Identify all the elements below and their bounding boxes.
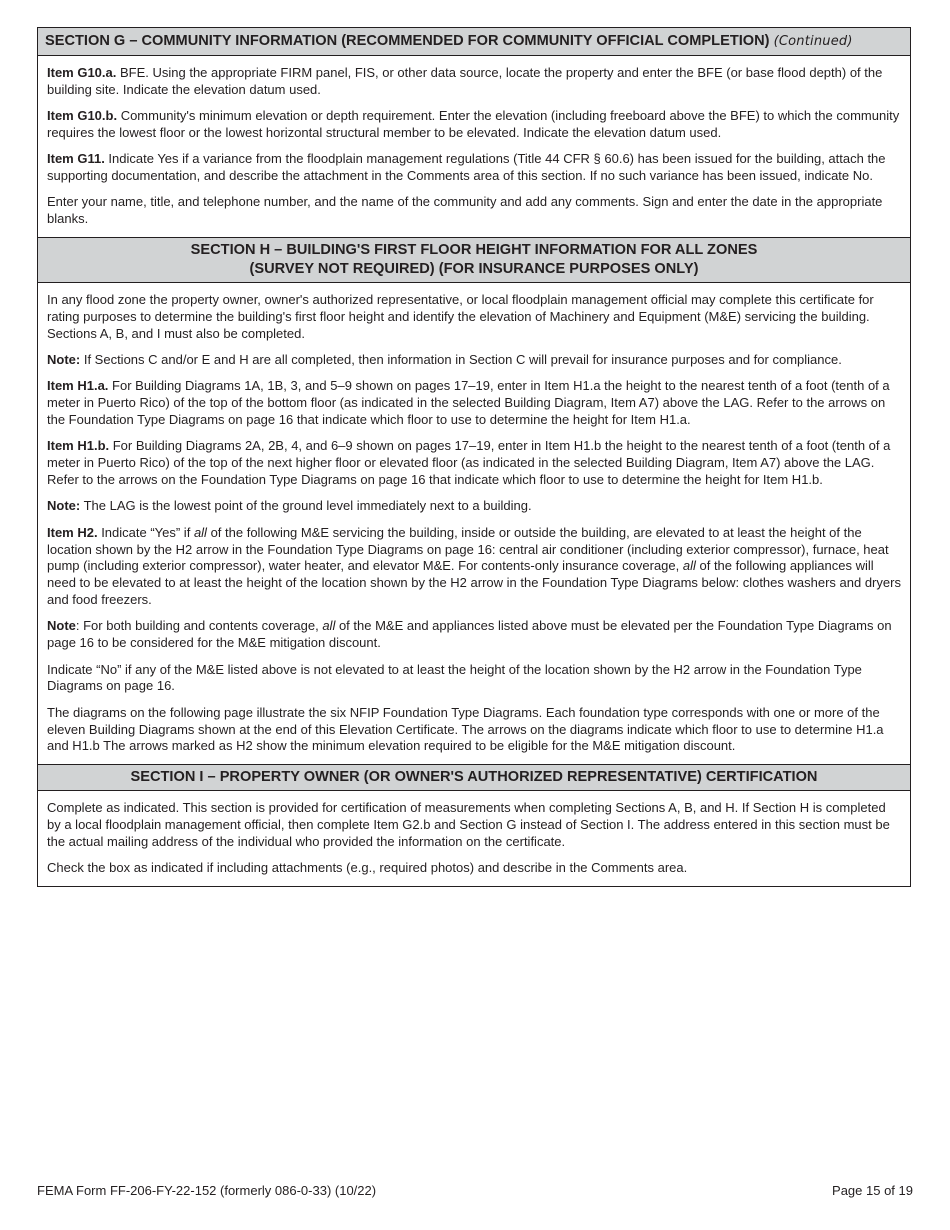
item-h1a-paragraph (47, 378, 902, 429)
emphasis-all: all (193, 524, 207, 540)
item-h1b-paragraph (47, 438, 902, 489)
item-g11-label: Item G11. (47, 151, 105, 167)
indicate-no-paragraph: Indicate “No” if any of the M&E listed above is not elevated to at least the height of the location shown by the H2 arrow in the Foundation Type Diagrams on page 16. (47, 661, 862, 694)
section-h-title-line1: SECTION H – BUILDING'S FIRST FLOOR HEIGHT INFORMATION FOR ALL ZONES (190, 242, 758, 259)
item-g10a-paragraph (47, 65, 902, 99)
note-label: Note: (47, 352, 81, 368)
section-i-paragraph-2: Check the box as indicated if including attachments (e.g., required photos) and describe in the Comments area. (47, 860, 688, 876)
section-i-title: SECTION I – PROPERTY OWNER (OR OWNER'S AUTHORIZED REPRESENTATIVE) CERTIFICATION (130, 769, 818, 786)
item-g11-text: Indicate Yes if a variance from the floodplain management regulations (Title 44 CFR § 60.6) has been issued for the building, attach the supporting documentation, and describe the attachment in the Comments area of this section. If no such variance has been issued, indicate No. (47, 151, 886, 184)
item-g10b-label: Item G10.b. (47, 108, 118, 124)
item-h2-text: of the following M&E servicing the building, inside or outside the building, are elevated to at least the height of the location shown by the H2 arrow in the Foundation Type Diagrams on page 16: central air conditioner (including exterior compressor), furnace, heat pump (including exterior compressor), water heater, and elevator M&E. For contents-only insurance coverage, (47, 524, 889, 574)
item-g10a-text: BFE. Using the appropriate FIRM panel, FIS, or other data source, locate the property and enter the BFE (or base flood depth) of the building site. Indicate the elevation datum used. (47, 65, 883, 97)
item-h1b-text: For Building Diagrams 2A, 2B, 4, and 6–9 shown on pages 17–19, enter in Item H1.b the height to the nearest tenth of a foot (tenth of a meter in Puerto Rico) of the top of the next higher floor or elevated floor (as indicated in the selected Building Diagram, Item A7) above the LAG. Refer to the arrows on the Foundation Type Diagrams on page 16 that indicate which floor to use to determine the height for Item H1.b. (47, 438, 891, 488)
item-h1b-label: Item H1.b. (47, 438, 110, 454)
section-i-body (38, 791, 910, 886)
section-h-header (38, 238, 910, 283)
section-g-body (38, 56, 910, 238)
section-h-title-line2: (SURVEY NOT REQUIRED) (FOR INSURANCE PURPOSES ONLY) (249, 261, 699, 278)
note-text: If Sections C and/or E and H are all completed, then information in Section C will prevail for insurance purposes and for compliance. (80, 352, 842, 368)
emphasis-all: all (682, 558, 696, 574)
section-g-continued: (Continued) (773, 34, 853, 49)
section-i-paragraph-1: Complete as indicated. This section is provided for certification of measurements when completing Sections A, B, and H. If Section H is completed by a local floodplain management official, then complete Item G2.b and Section G instead of Section I. The address entered in this section must be the actual mailing address of the individual who provided the information on the certificate. (47, 800, 890, 850)
note-label: Note: (47, 498, 81, 514)
note-paragraph (47, 352, 902, 369)
emphasis-all: all (322, 618, 336, 634)
item-h2-text: Indicate “Yes” if (97, 524, 194, 540)
note-text: : For both building and contents coverage, (75, 618, 323, 634)
item-g10b-paragraph (47, 108, 902, 142)
item-h2-label: Item H2. (47, 524, 98, 540)
section-i-header (38, 765, 910, 791)
item-h2-paragraph (47, 525, 902, 610)
note-coverage-paragraph (47, 618, 902, 652)
section-h-body (38, 283, 910, 765)
item-h2-text: of the following appliances will need to be elevated to at least the height of the location shown by the H2 arrow in the Foundation Type Diagrams below: clothes washers and dryers and food freezers. (47, 558, 901, 608)
section-g-closing-paragraph: Enter your name, title, and telephone number, and the name of the community and add any comments. Sign and enter the date in the appropriate blanks. (47, 194, 883, 227)
section-h-intro: In any flood zone the property owner, owner's authorized representative, or local floodplain management official may complete this certificate for rating purposes to determine the building's first floor height and identify the elevation of Machinery and Equipment (M&E) servicing the building. Sections A, B, and I must also be completed. (47, 292, 874, 341)
footer-form-id: FEMA Form FF-206-FY-22-152 (formerly 086-0-33) (10/22) (37, 1183, 377, 1198)
section-g-title: SECTION G – COMMUNITY INFORMATION (RECOMMENDED FOR COMMUNITY OFFICIAL COMPLETION) (45, 33, 770, 49)
item-g10b-text: Community's minimum elevation or depth requirement. Enter the elevation (including freeboard above the BFE) to which the community requires the lowest floor or the lowest horizontal structural member to be elevated. Indicate the elevation datum used. (47, 108, 900, 141)
diagrams-paragraph: The diagrams on the following page illustrate the six NFIP Foundation Type Diagrams. Each foundation type corresponds with one or more of the eleven Building Diagrams shown at the end of this Elevation Certificate. The arrows on the diagrams indicate which floor to use to determine H1.a and H1.b The arrows marked as H2 show the minimum elevation required to be eligible for the M&E mitigation discount. (47, 704, 884, 754)
footer-page-number: Page 15 of 19 (832, 1183, 913, 1198)
item-g11-paragraph (47, 151, 902, 185)
instructions-form (37, 27, 911, 887)
item-h1a-label: Item H1.a. (47, 378, 109, 394)
note-lag-paragraph (47, 498, 902, 515)
item-h1a-text: For Building Diagrams 1A, 1B, 3, and 5–9 shown on pages 17–19, enter in Item H1.a the height to the nearest tenth of a foot (tenth of a meter in Puerto Rico) of the top of the bottom floor (as indicated in the selected Building Diagram, Item A7) above the LAG. Refer to the arrows on the Foundation Type Diagrams on page 16 that indicate which floor to use to determine the height for Item H1.a. (47, 378, 890, 428)
section-g-header (38, 28, 910, 56)
note-text: The LAG is the lowest point of the ground level immediately next to a building. (80, 498, 532, 514)
note-label: Note (47, 618, 76, 634)
note-text: of the M&E and appliances listed above must be elevated per the Foundation Type Diagrams on page 16 to be considered for the M&E mitigation discount. (47, 618, 892, 651)
item-g10a-label: Item G10.a. (47, 65, 117, 80)
